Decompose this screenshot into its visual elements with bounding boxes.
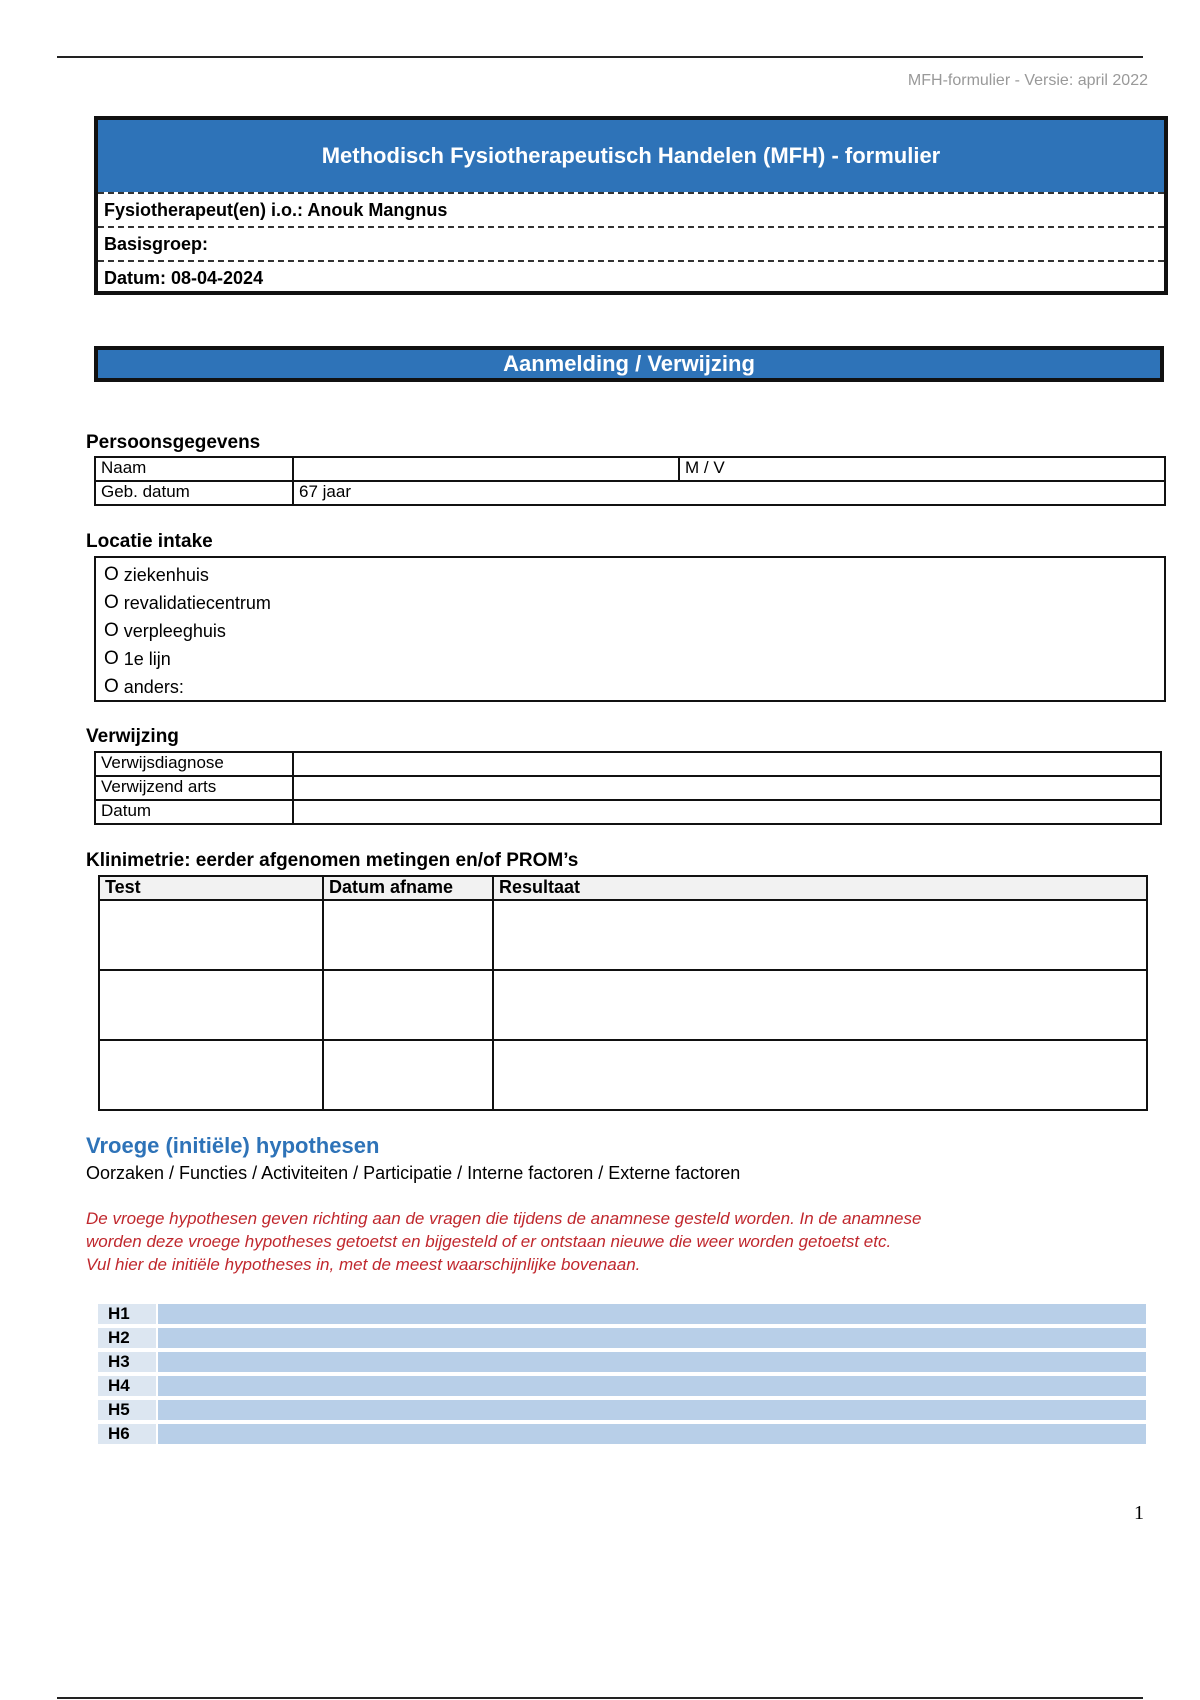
hypothesis-label: H2 xyxy=(98,1328,156,1348)
verwijzend-arts-input[interactable] xyxy=(293,776,1161,800)
note-line: De vroege hypothesen geven richting aan de vragen die tijdens de anamnese gesteld worden. In de anamnese xyxy=(86,1209,922,1228)
locatie-option-label: revalidatiecentrum xyxy=(123,592,271,613)
hypothesis-label: H6 xyxy=(98,1424,156,1444)
hypothesis-input[interactable] xyxy=(158,1400,1146,1420)
datum-cell[interactable] xyxy=(323,900,493,970)
klinimetrie-table xyxy=(98,875,1148,1111)
table-row xyxy=(99,970,1147,1040)
radio-circle-icon: O xyxy=(104,676,119,697)
basisgroep-field[interactable]: Basisgroep: xyxy=(98,226,1164,260)
verwijsdiagnose-label: Verwijsdiagnose xyxy=(95,752,293,776)
resultaat-cell[interactable] xyxy=(493,900,1147,970)
locatie-option-label: verpleeghuis xyxy=(123,620,226,641)
geb-datum-input[interactable]: 67 jaar xyxy=(293,481,1165,505)
locatie-option-anders[interactable] xyxy=(96,673,1164,701)
hypothesis-input[interactable] xyxy=(158,1304,1146,1324)
hypothesen-subtitle: Oorzaken / Functies / Activiteiten / Participatie / Interne factoren / Externe factoren xyxy=(86,1163,741,1183)
test-cell[interactable] xyxy=(99,970,323,1040)
klinimetrie-title: Klinimetrie: eerder afgenomen metingen en/of PROM’s xyxy=(86,850,579,871)
therapist-field[interactable]: Fysiotherapeut(en) i.o.: Anouk Mangnus xyxy=(98,192,1164,226)
date-field[interactable]: Datum: 08-04-2024 xyxy=(98,260,1164,294)
radio-circle-icon: O xyxy=(104,648,119,669)
version-label: MFH-formulier - Versie: april 2022 xyxy=(907,72,1148,89)
radio-circle-icon: O xyxy=(104,592,119,613)
resultaat-cell[interactable] xyxy=(493,970,1147,1040)
verwijzing-datum-input[interactable] xyxy=(293,800,1161,824)
hypothesis-input[interactable] xyxy=(158,1352,1146,1372)
locatie-option-revalidatiecentrum[interactable] xyxy=(96,589,1164,617)
hypothesen-note xyxy=(86,1207,1126,1276)
note-line: Vul hier de initiële hypotheses in, met de meest waarschijnlijke bovenaan. xyxy=(86,1255,641,1274)
note-line: worden deze vroege hypotheses getoetst en bijgesteld of er ontstaan nieuwe die weer worden getoetst etc. xyxy=(86,1232,892,1251)
page-number: 1 xyxy=(1134,1502,1144,1524)
hypothesis-row xyxy=(98,1352,1146,1372)
hypothesen-table xyxy=(98,1304,1146,1448)
col-test: Test xyxy=(99,876,323,900)
top-rule xyxy=(57,56,1143,58)
locatie-option-label: anders: xyxy=(123,676,184,697)
radio-circle-icon: O xyxy=(104,620,119,641)
locatie-option-label: 1e lijn xyxy=(123,648,171,669)
bottom-rule xyxy=(57,1697,1143,1699)
test-cell[interactable] xyxy=(99,1040,323,1110)
resultaat-cell[interactable] xyxy=(493,1040,1147,1110)
hypothesis-input[interactable] xyxy=(158,1376,1146,1396)
verwijzing-title: Verwijzing xyxy=(86,726,179,747)
locatie-option-label: ziekenhuis xyxy=(123,564,209,585)
col-datum-afname: Datum afname xyxy=(323,876,493,900)
test-cell[interactable] xyxy=(99,900,323,970)
hypothesis-row xyxy=(98,1328,1146,1348)
locatie-option-verpleeghuis[interactable] xyxy=(96,617,1164,645)
persoonsgegevens-table xyxy=(94,456,1166,506)
table-row xyxy=(99,900,1147,970)
hypothesis-row xyxy=(98,1424,1146,1444)
locatie-option-ziekenhuis[interactable] xyxy=(96,561,1164,589)
col-resultaat: Resultaat xyxy=(493,876,1147,900)
datum-cell[interactable] xyxy=(323,1040,493,1110)
hypothesis-row xyxy=(98,1376,1146,1396)
section-aanmelding: Aanmelding / Verwijzing xyxy=(94,346,1164,382)
verwijzing-datum-label: Datum xyxy=(95,800,293,824)
form-title: Methodisch Fysiotherapeutisch Handelen (MFH) - formulier xyxy=(98,120,1164,192)
naam-label: Naam xyxy=(95,457,293,481)
locatie-title: Locatie intake xyxy=(86,531,213,552)
hypothesen-title: Vroege (initiële) hypothesen xyxy=(86,1133,380,1158)
hypothesis-row xyxy=(98,1400,1146,1420)
verwijzing-table xyxy=(94,751,1162,825)
form-header xyxy=(94,116,1168,295)
hypothesis-label: H5 xyxy=(98,1400,156,1420)
hypothesis-label: H1 xyxy=(98,1304,156,1324)
verwijsdiagnose-input[interactable] xyxy=(293,752,1161,776)
sex-field[interactable]: M / V xyxy=(679,457,1165,481)
naam-input[interactable] xyxy=(293,457,679,481)
persoonsgegevens-title: Persoonsgegevens xyxy=(86,432,261,453)
radio-circle-icon: O xyxy=(104,564,119,585)
hypothesis-input[interactable] xyxy=(158,1328,1146,1348)
geb-datum-label: Geb. datum xyxy=(95,481,293,505)
locatie-option-1e-lijn[interactable] xyxy=(96,645,1164,673)
datum-cell[interactable] xyxy=(323,970,493,1040)
hypothesis-label: H4 xyxy=(98,1376,156,1396)
verwijzend-arts-label: Verwijzend arts xyxy=(95,776,293,800)
locatie-options xyxy=(94,556,1166,702)
hypothesis-row xyxy=(98,1304,1146,1324)
table-row xyxy=(99,1040,1147,1110)
hypothesis-label: H3 xyxy=(98,1352,156,1372)
hypothesis-input[interactable] xyxy=(158,1424,1146,1444)
